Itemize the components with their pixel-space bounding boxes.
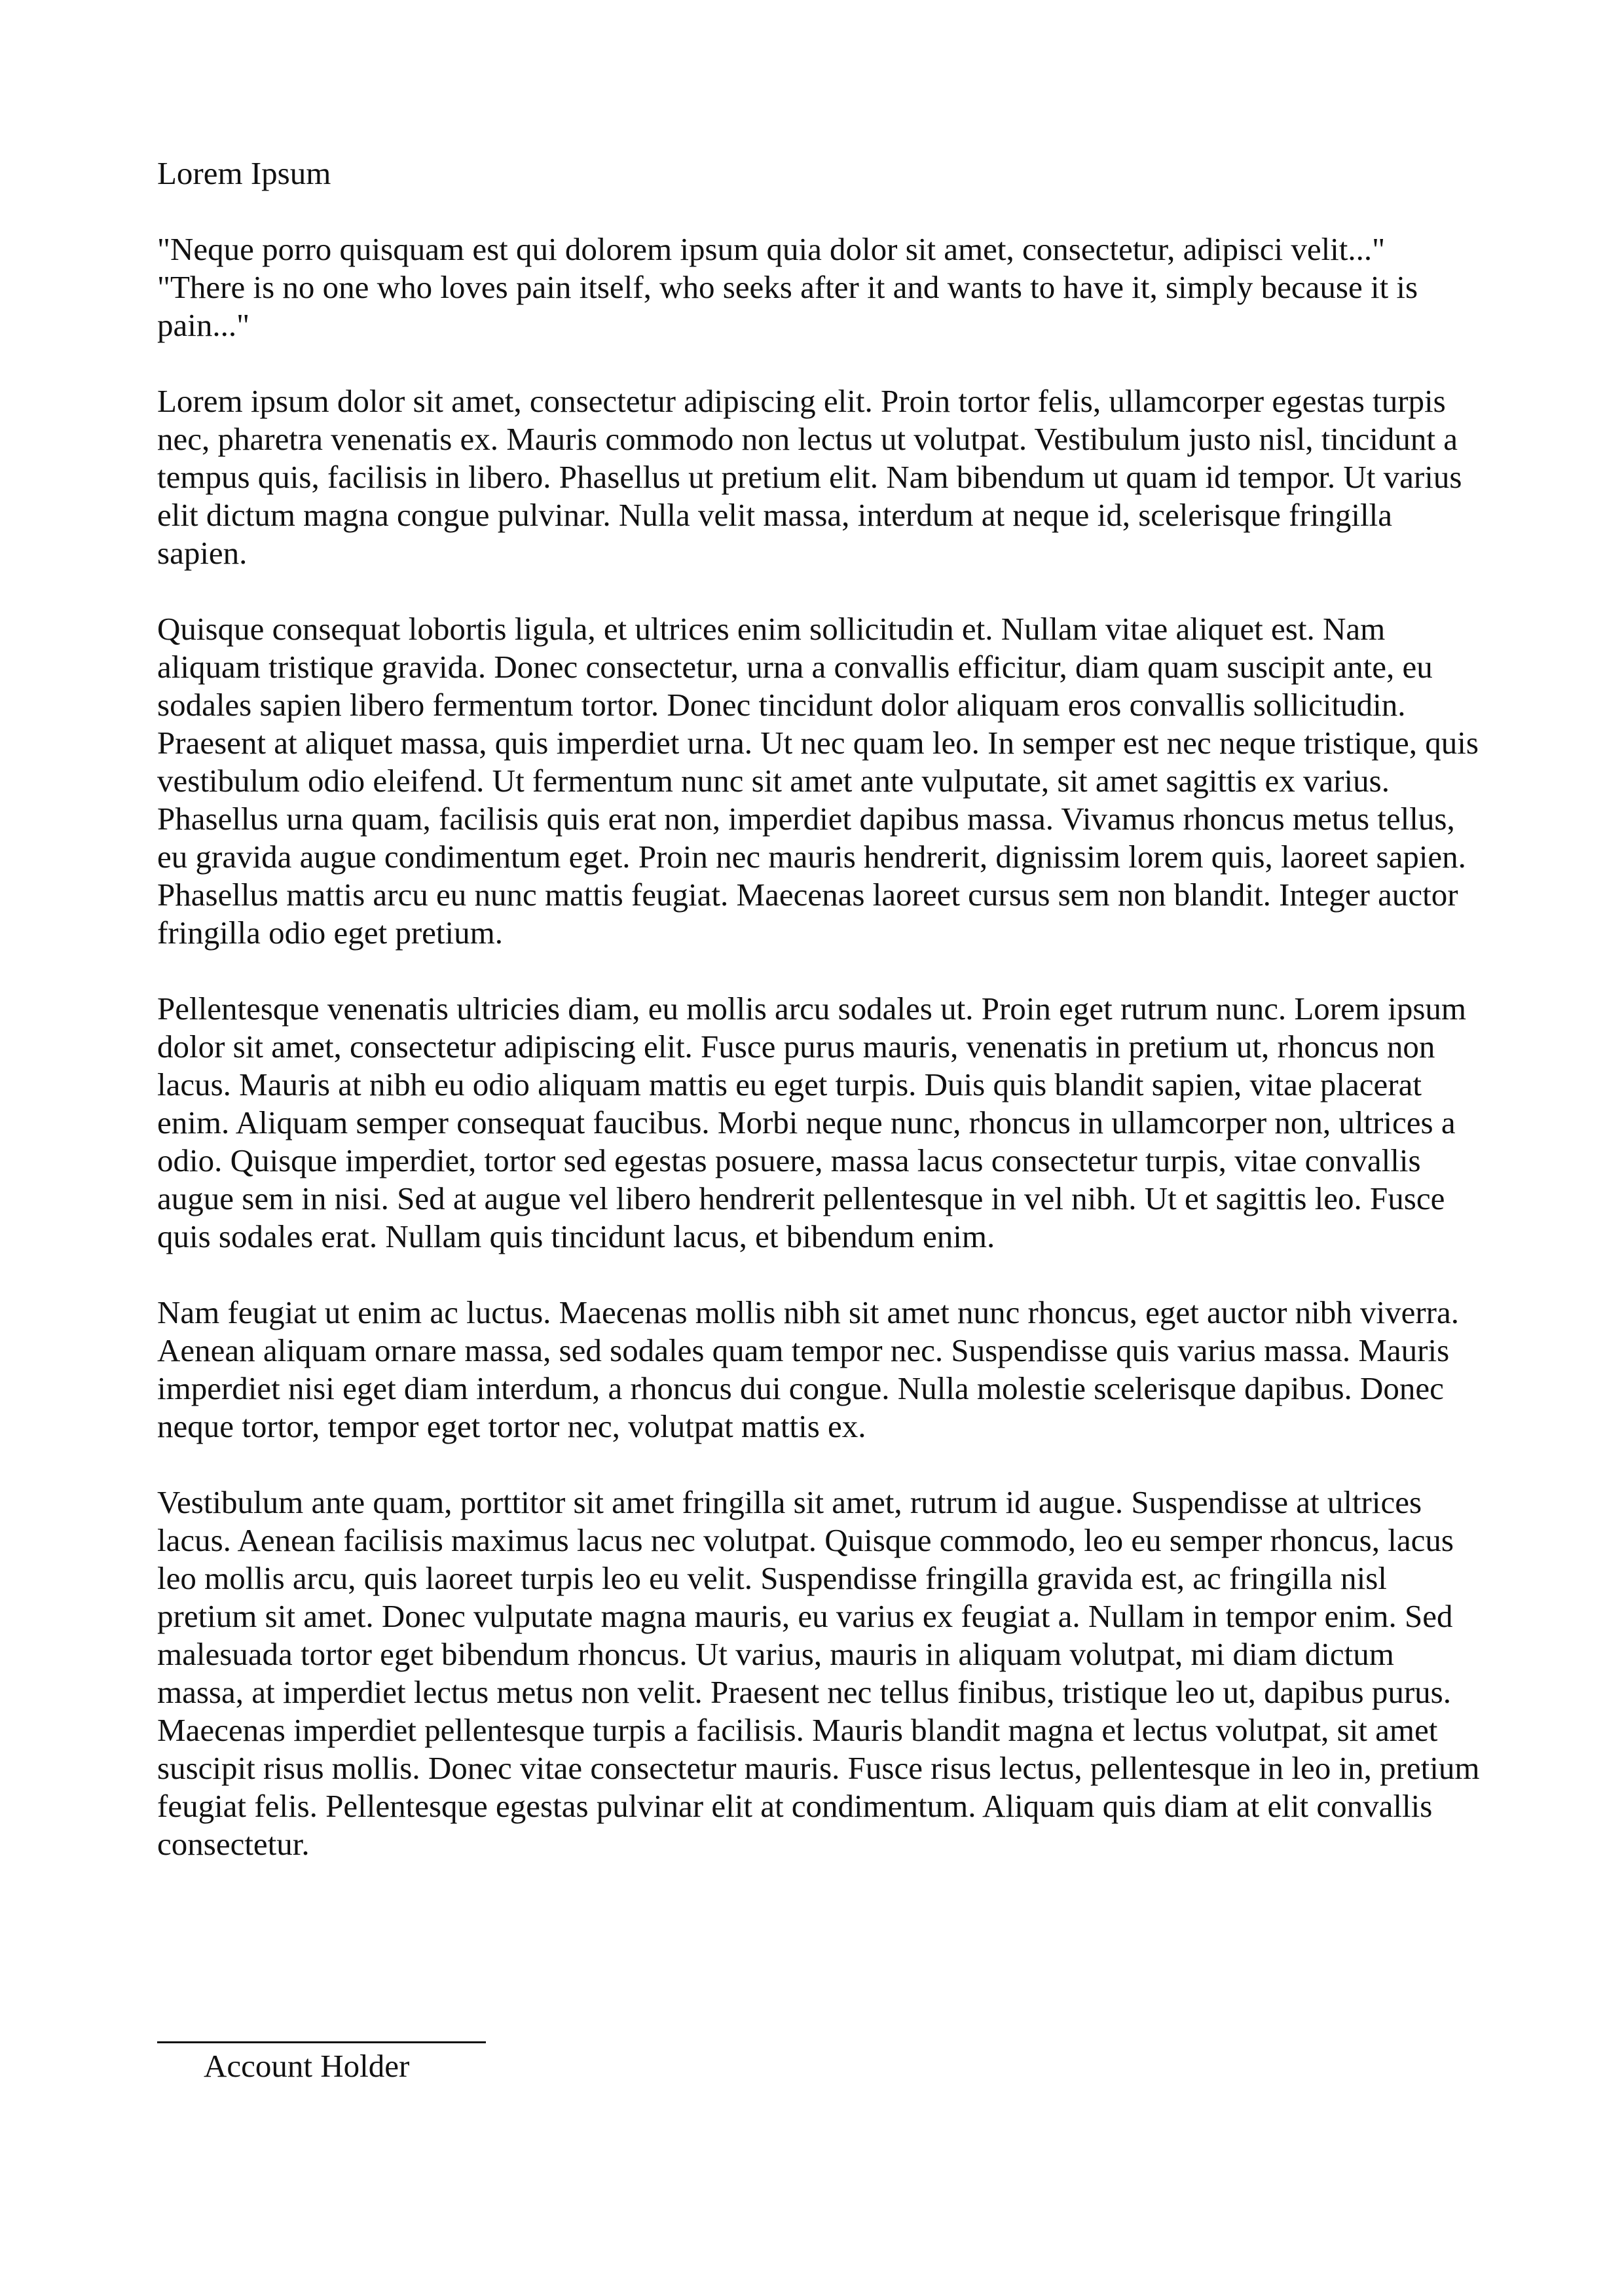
paragraph-3: Pellentesque venenatis ultricies diam, eu mollis arcu sodales ut. Proin eget rutrum nunc. Lorem ipsum dolor sit amet, consectetur adipiscing elit. Fusce purus mauris, venenatis in pretium ut, rhoncus non lacus. Mauris at nibh eu odio aliquam mattis eu eget turpis. Duis quis blandit sapien, vitae placerat enim. Aliquam semper consequat faucibus. Morbi neque nunc, rhoncus in ullamcorper non, ultrices a odio. Quisque imperdiet, tortor sed egestas posuere, massa lacus consectetur turpis, vitae convallis augue sem in nisi. Sed at augue vel libero hendrerit pellentesque in vel nibh. Ut et sagittis leo. Fusce quis sodales erat. Nullam quis tincidunt lacus, et bibendum enim. xyxy=(157,991,1467,1254)
signature-line xyxy=(157,2041,486,2043)
paragraph-2: Quisque consequat lobortis ligula, et ultrices enim sollicitudin et. Nullam vitae aliquet est. Nam aliquam tristique gravida. Donec consectetur, urna a convallis efficitur, diam quam suscipit ante, eu sodales sapien libero fermentum tortor. Donec tincidunt dolor aliquam eros convallis sollicitudin. Praesent at aliquet massa, quis imperdiet urna. Ut nec quam leo. In semper est nec neque tristique, quis vestibulum odio eleifend. Ut fermentum nunc sit amet ante vulputate, sit amet sagittis ex varius. Phasellus urna quam, facilisis quis erat non, imperdiet dapibus massa. Vivamus rhoncus metus tellus, eu gravida augue condimentum eget. Proin nec mauris hendrerit, dignissim lorem quis, laoreet sapien. Phasellus mattis arcu eu nunc mattis feugiat. Maecenas laoreet cursus sem non blandit. Integer auctor fringilla odio eget pretium. xyxy=(157,611,1479,951)
quote-latin: "Neque porro quisquam est qui dolorem ipsum quia dolor sit amet, consectetur, adipisci velit..." xyxy=(157,231,1386,267)
paragraph-4: Nam feugiat ut enim ac luctus. Maecenas mollis nibh sit amet nunc rhoncus, eget auctor nibh viverra. Aenean aliquam ornare massa, sed sodales quam tempor nec. Suspendisse quis varius massa. Mauris imperdiet nisi eget diam interdum, a rhoncus dui congue. Nulla molestie scelerisque dapibus. Donec neque tortor, tempor eget tortor nec, volutpat mattis ex. xyxy=(157,1294,1459,1444)
paragraph-5: Vestibulum ante quam, porttitor sit amet fringilla sit amet, rutrum id augue. Suspendisse at ultrices lacus. Aenean facilisis maximus lacus nec volutpat. Quisque commodo, leo eu semper rhoncus, lacus leo mollis arcu, quis laoreet turpis leo eu velit. Suspendisse fringilla gravida est, ac fringilla nisl pretium sit amet. Donec vulputate magna mauris, eu varius ex feugiat a. Nullam in tempor enim. Sed malesuada tortor eget bibendum rhoncus. Ut varius, mauris in aliquam volutpat, mi diam dictum massa, at imperdiet lectus metus non velit. Praesent nec tellus finibus, tristique leo ut, dapibus purus. Maecenas imperdiet pellentesque turpis a facilisis. Mauris blandit magna et lectus volutpat, sit amet suscipit risus mollis. Donec vitae consectetur mauris. Fusce risus lectus, pellentesque in leo in, pretium feugiat felis. Pellentesque egestas pulvinar elit at condimentum. Aliquam quis diam at elit convallis consectetur. xyxy=(157,1484,1480,1862)
quote-english: "There is no one who loves pain itself, who seeks after it and wants to have it, simply because it is pain..." xyxy=(157,269,1418,343)
document-title: Lorem Ipsum xyxy=(157,155,331,191)
signature-block xyxy=(157,2041,491,2085)
paragraph-1: Lorem ipsum dolor sit amet, consectetur adipiscing elit. Proin tortor felis, ullamcorper egestas turpis nec, pharetra venenatis ex. Mauris commodo non lectus ut volutpat. Vestibulum justo nisl, tincidunt a tempus quis, facilisis in libero. Phasellus ut pretium elit. Nam bibendum ut quam id tempor. Ut varius elit dictum magna congue pulvinar. Nulla velit massa, interdum at neque id, scelerisque fringilla sapien. xyxy=(157,383,1462,571)
signature-label: Account Holder xyxy=(204,2048,410,2084)
document-body xyxy=(157,155,1483,1901)
